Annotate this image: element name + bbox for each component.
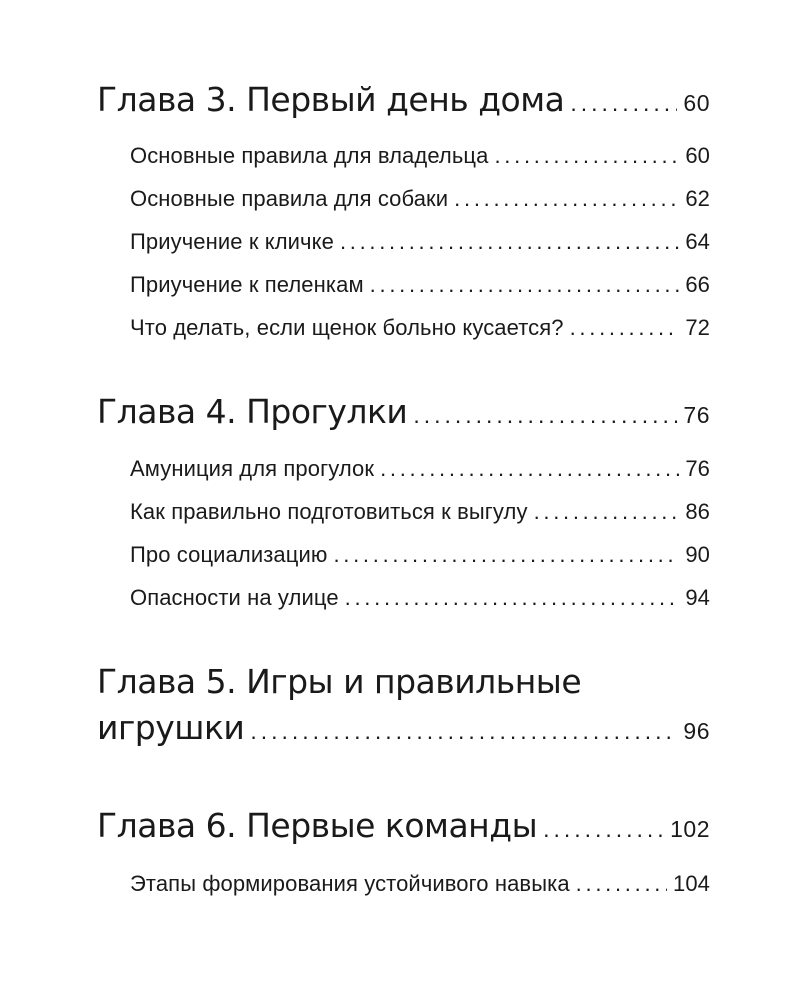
- section-title: Амуниция для прогулок: [130, 456, 375, 481]
- page-number: 104: [672, 871, 710, 896]
- leader-dots: [345, 585, 680, 611]
- page-number: 72: [685, 315, 710, 340]
- page-number: 76: [685, 456, 710, 481]
- page-number: 96: [683, 718, 710, 744]
- section-entry[interactable]: [130, 315, 710, 341]
- chapter-5-entry[interactable]: [97, 708, 710, 747]
- leader-dots: [543, 816, 664, 843]
- page-number: 94: [685, 585, 710, 610]
- page-number: 66: [685, 272, 710, 297]
- page-number: 86: [685, 499, 710, 524]
- section-title: Основные правила для владельца: [130, 143, 489, 168]
- chapter-6-entry[interactable]: [97, 806, 710, 845]
- leader-dots: [570, 90, 677, 117]
- page-number: 64: [685, 229, 710, 254]
- section-title: Основные правила для собаки: [130, 186, 449, 211]
- page-number: 60: [685, 143, 710, 168]
- section-entry[interactable]: [130, 585, 710, 611]
- section-title: Приучение к пеленкам: [130, 272, 364, 297]
- chapter-title: Глава 6. Первые команды: [97, 806, 538, 845]
- section-title: Как правильно подготовиться к выгулу: [130, 499, 528, 524]
- section-entry[interactable]: [130, 143, 710, 169]
- chapter-5-title-line1[interactable]: [97, 662, 581, 701]
- leader-dots: [370, 272, 680, 298]
- chapter-title: Глава 4. Прогулки: [97, 392, 408, 431]
- leader-dots: [454, 186, 679, 212]
- section-entry[interactable]: [130, 456, 710, 482]
- section-entry[interactable]: [130, 186, 710, 212]
- leader-dots: [413, 402, 677, 429]
- chapter-title: Глава 3. Первый день дома: [97, 80, 565, 119]
- section-entry[interactable]: [130, 229, 710, 255]
- section-entry[interactable]: [130, 272, 710, 298]
- page-number: 60: [683, 90, 710, 116]
- section-title: Про социализацию: [130, 542, 328, 567]
- section-title: Опасности на улице: [130, 585, 339, 610]
- section-title: Этапы формирования устойчивого навыка: [130, 871, 570, 896]
- leader-dots: [570, 315, 680, 341]
- page-number: 90: [685, 542, 710, 567]
- chapter-4-entry[interactable]: [97, 392, 710, 431]
- leader-dots: [534, 499, 680, 525]
- section-entry[interactable]: [130, 871, 710, 897]
- section-entry[interactable]: [130, 542, 710, 568]
- leader-dots: [576, 871, 667, 897]
- page-number: 102: [670, 816, 710, 842]
- section-title: Приучение к кличке: [130, 229, 334, 254]
- section-title: Что делать, если щенок больно кусается?: [130, 315, 564, 340]
- leader-dots: [494, 143, 679, 169]
- leader-dots: [250, 718, 677, 745]
- leader-dots: [333, 542, 679, 568]
- leader-dots: [380, 456, 679, 482]
- page-number: 62: [685, 186, 710, 211]
- leader-dots: [340, 229, 679, 255]
- chapter-title-line2: игрушки: [97, 708, 245, 747]
- chapter-title: Глава 5. Игры и правильные: [97, 662, 582, 701]
- chapter-3-entry[interactable]: [97, 80, 710, 119]
- page-number: 76: [683, 402, 710, 428]
- section-entry[interactable]: [130, 499, 710, 525]
